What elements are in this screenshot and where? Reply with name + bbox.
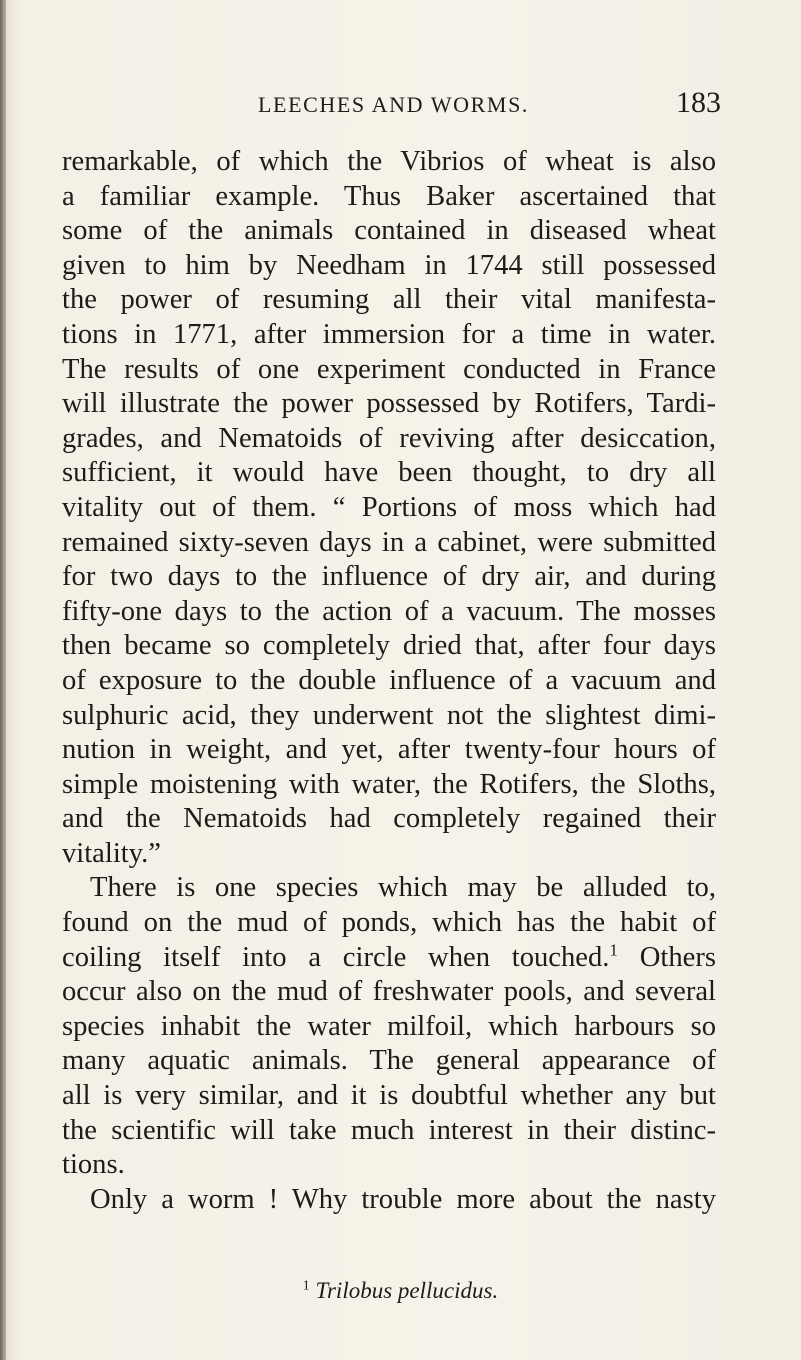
footnote-text: Trilobus pellucidus.: [315, 1278, 499, 1303]
text-line: found on the mud of ponds, which has the habit of: [62, 907, 716, 939]
footnote-marker: 1: [302, 1277, 310, 1293]
text-line: nution in weight, and yet, after twenty-four hours of: [62, 734, 716, 766]
text-line: then became so completely dried that, after four days: [62, 630, 716, 662]
text-line-start: coiling itself into a circle when touched.: [62, 941, 610, 973]
text-line: all is very similar, and it is doubtful whether any but: [62, 1080, 716, 1112]
text-line: The results of one experiment conducted in France: [62, 353, 716, 385]
text-line: species inhabit the water milfoil, which harbours so: [62, 1010, 716, 1042]
text-line: occur also on the mud of freshwater pools, and several: [62, 976, 716, 1008]
page-number: 183: [676, 86, 721, 119]
text-line: There is one species which may be alluded to,: [90, 872, 716, 904]
text-line: remained sixty-seven days in a cabinet, were submitted: [62, 526, 716, 558]
text-line: for two days to the influence of dry air, and during: [62, 561, 716, 593]
text-line: tions in 1771, after immersion for a time in water.: [62, 318, 716, 350]
text-line: Only a worm ! Why trouble more about the nasty: [90, 1183, 716, 1215]
text-line: a familiar example. Thus Baker ascertained that: [62, 180, 716, 212]
text-line: grades, and Nematoids of reviving after desiccation,: [62, 422, 716, 454]
text-line: sulphuric acid, they underwent not the slightest dimi-: [62, 699, 716, 731]
body-text: [62, 145, 716, 1217]
text-line: and the Nematoids had completely regained their: [62, 803, 716, 835]
text-line: the power of resuming all their vital manifesta-: [62, 284, 716, 316]
text-line: will illustrate the power possessed by Rotifers, Tardi-: [62, 388, 716, 420]
text-line: vitality.”: [62, 837, 161, 869]
text-line-with-footnote: [62, 941, 716, 976]
text-line: given to him by Needham in 1744 still possessed: [62, 249, 716, 281]
text-line: fifty-one days to the action of a vacuum. The mosses: [62, 595, 716, 627]
text-line-end: Others: [639, 941, 716, 973]
footnote-reference: 1: [609, 940, 618, 960]
text-line: remarkable, of which the Vibrios of wheat is also: [62, 146, 716, 177]
page-header: [0, 86, 801, 126]
text-line: the scientific will take much interest in their distinc-: [62, 1114, 716, 1146]
page-gutter-shadow: [0, 0, 6, 1360]
footnote: [0, 1278, 801, 1304]
text-line: many aquatic animals. The general appearance of: [62, 1045, 716, 1077]
text-line: of exposure to the double influence of a vacuum and: [62, 664, 716, 696]
text-line: some of the animals contained in diseased wheat: [62, 215, 716, 247]
running-title: LEECHES AND WORMS.: [258, 92, 530, 117]
text-line: tions.: [62, 1149, 125, 1181]
text-line: sufficient, it would have been thought, to dry all: [62, 457, 716, 489]
text-line: vitality out of them. “ Portions of moss which had: [62, 491, 716, 523]
text-line: simple moistening with water, the Rotifers, the Sloths,: [62, 768, 716, 800]
